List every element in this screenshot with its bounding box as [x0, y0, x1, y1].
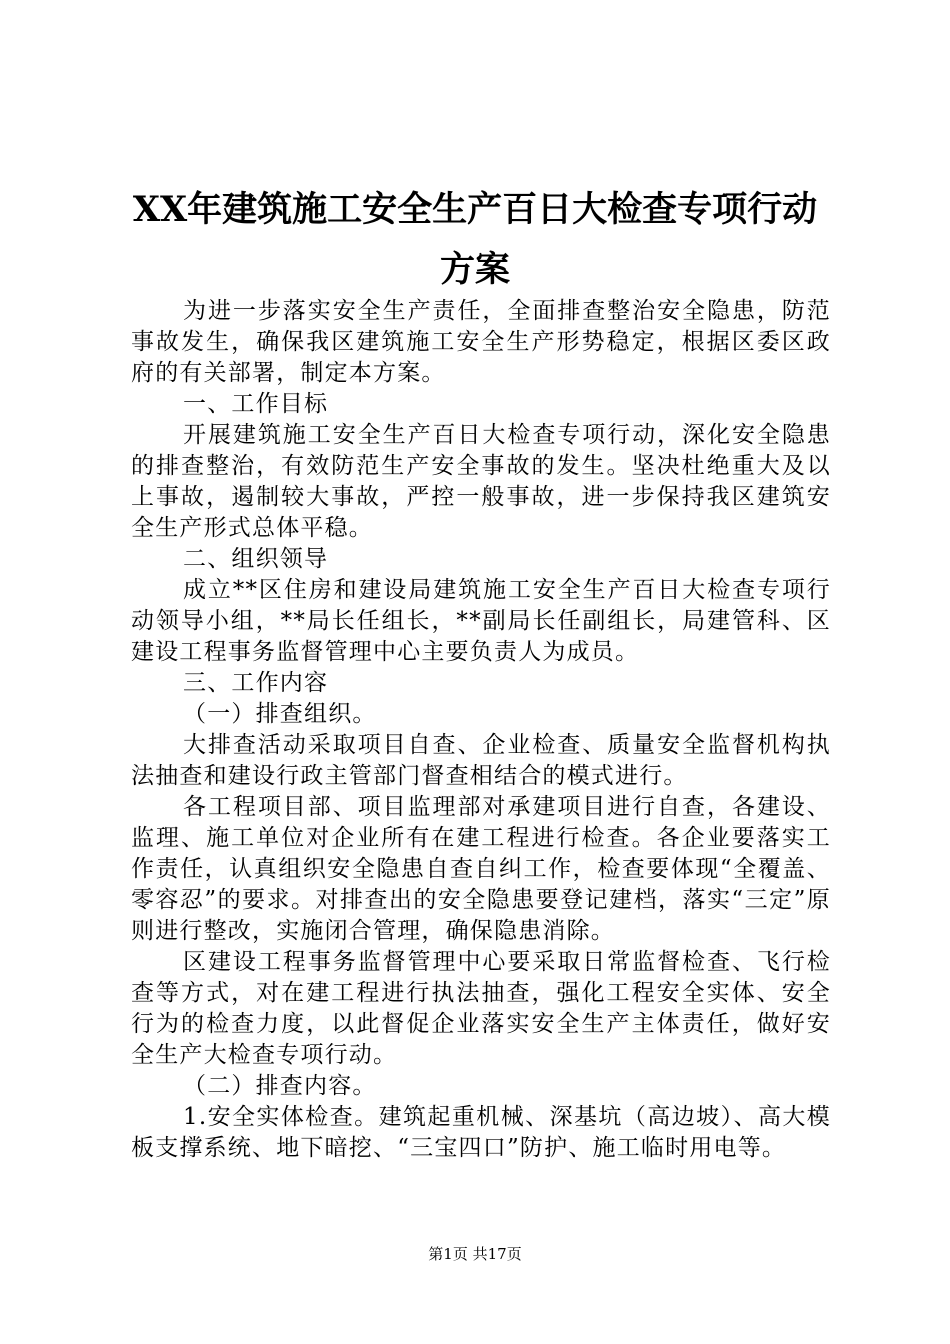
page-footer: 第1页 共17页 [428, 1245, 522, 1263]
section-heading-leadership: 二、组织领导 [183, 546, 329, 572]
paragraph-intro: 为进一步落实安全生产责任，全面排查整治安全隐患，防范事故发生，确保我区建筑施工安全生产形势稳定，根据区委区政府的有关部署，制定本方案。 [131, 298, 831, 386]
paragraph-goals: 开展建筑施工安全生产百日大检查专项行动，深化安全隐患的排查整治，有效防范生产安全事故的发生。坚决杜绝重大及以上事故，遏制较大事故，严控一般事故，进一步保持我区建筑安全生产形式总体平稳。 [131, 422, 831, 541]
document-title-line-2: 方案 [439, 249, 510, 290]
paragraph-leadership: 成立**区住房和建设局建筑施工安全生产百日大检查专项行动领导小组，**局长任组长，**副局长任副组长，局建管科、区建设工程事务监督管理中心主要负责人为成员。 [131, 577, 831, 665]
paragraph-self-inspection: 各工程项目部、项目监理部对承建项目进行自查，各建设、监理、施工单位对企业所有在建工程进行检查。各企业要落实工作责任，认真组织安全隐患自查自纠工作，检查要体现“全覆盖、零容忍”的要求。对排查出的安全隐患要登记建档，落实“三定”原则进行整改，实施闭合管理，确保隐患消除。 [131, 794, 831, 944]
section-heading-goals: 一、工作目标 [183, 391, 329, 417]
section-heading-content: 三、工作内容 [183, 670, 329, 696]
paragraph-physical-inspection: 1.安全实体检查。建筑起重机械、深基坑（高边坡）、高大模板支撑系统、地下暗挖、“三宝四口”防护、施工临时用电等。 [131, 1104, 831, 1161]
paragraph-organization-mode: 大排查活动采取项目自查、企业检查、质量安全监督机构执法抽查和建设行政主管部门督查相结合的模式进行。 [131, 732, 831, 789]
paragraph-supervision: 区建设工程事务监督管理中心要采取日常监督检查、飞行检查等方式，对在建工程进行执法抽查，强化工程安全实体、安全行为的检查力度，以此督促企业落实安全生产主体责任，做好安全生产大检查专项行动。 [131, 949, 831, 1068]
document-body [131, 296, 831, 1164]
subsection-heading-inspection-content: （二）排查内容。 [183, 1073, 377, 1099]
subsection-heading-organization: （一）排查组织。 [183, 701, 377, 727]
document-title-line-1: XX年建筑施工安全生产百日大检查专项行动 [132, 189, 818, 230]
